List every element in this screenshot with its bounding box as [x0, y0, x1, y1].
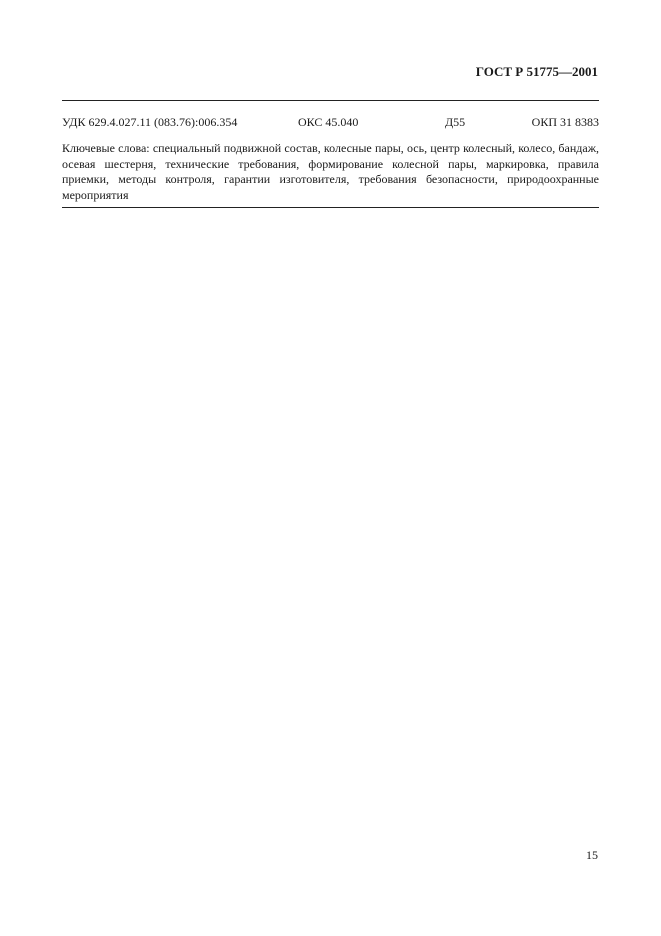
bottom-rule [62, 207, 599, 208]
document-code: ГОСТ Р 51775—2001 [475, 64, 598, 79]
okp-code: ОКП 31 8383 [531, 115, 599, 129]
oks-code: ОКС 45.040 [298, 115, 359, 129]
top-rule [62, 100, 599, 101]
keywords-paragraph: Ключевые слова: специальный подвижной состав, колесные пары, ось, центр колесный, колесо, бандаж, осевая шестерня, технические требования, формирование колесной пары, маркировка, правила приемки, методы контроля, гарантии изготовителя, требования безопасности, природоохранные мероприятия [62, 141, 599, 202]
page-number: 15 [586, 848, 598, 862]
udk-code: УДК 629.4.027.11 (083.76):006.354 [62, 115, 238, 129]
classification-row [62, 115, 599, 131]
group-code: Д55 [445, 115, 466, 129]
